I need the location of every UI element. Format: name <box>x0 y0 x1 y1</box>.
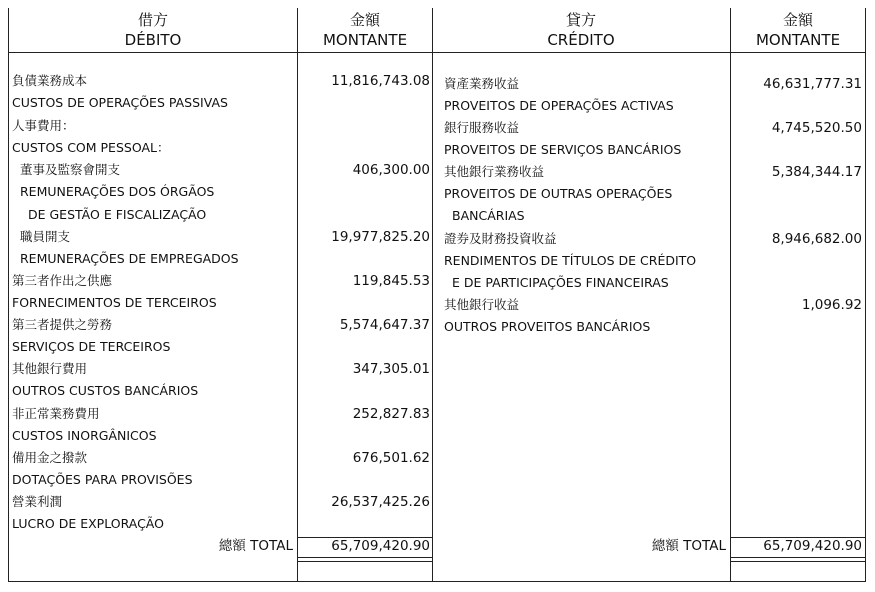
credit-row-label: 其他銀行收益 <box>444 297 520 312</box>
right-border <box>865 8 866 582</box>
debit-row-label: 職員開支 <box>20 229 71 244</box>
debit-row-label: 董事及監察會開支 <box>20 162 121 177</box>
debit-row-label: CUSTOS DE OPERAÇÕES PASSIVAS <box>12 95 228 110</box>
debit-row-label: DOTAÇÕES PARA PROVISÕES <box>12 472 193 487</box>
debit-row-label: 負債業務成本 <box>12 73 88 88</box>
credit-row-amount: 5,384,344.17 <box>771 164 862 180</box>
debit-row-label: CUSTOS INORGÂNICOS <box>12 428 157 443</box>
debit-total-amount: 65,709,420.90 <box>331 538 430 554</box>
debit-row-amount: 19,977,825.20 <box>331 229 430 245</box>
debit-amount-header <box>297 10 433 50</box>
credit-header-zh: 貸方 <box>565 11 596 29</box>
credit-row-label: OUTROS PROVEITOS BANCÁRIOS <box>444 319 651 334</box>
credit-row-label: PROVEITOS DE OPERAÇÕES ACTIVAS <box>444 98 674 113</box>
debit-row-label: 第三者作出之供應 <box>12 273 113 288</box>
debit-header-zh: 借方 <box>137 11 168 29</box>
credit-row-label: 資產業務收益 <box>444 76 520 91</box>
debit-total-label: 總額 TOTAL <box>218 538 293 554</box>
debit-row-label: 第三者提供之勞務 <box>12 317 113 332</box>
debit-amount-left-rule <box>297 8 298 582</box>
debit-row-amount: 119,845.53 <box>352 273 430 289</box>
debit-row-amount: 406,300.00 <box>352 162 430 178</box>
debit-row-label: 營業利潤 <box>12 494 63 509</box>
debit-row-label: CUSTOS COM PESSOAL： <box>12 140 170 155</box>
credit-total-label: 總額 TOTAL <box>651 538 726 554</box>
debit-row-label: DE GESTÃO E FISCALIZAÇÃO <box>28 207 207 222</box>
credit-row-label: RENDIMENTOS DE TÍTULOS DE CRÉDITO <box>444 253 697 268</box>
credit-row-amount: 46,631,777.31 <box>763 76 862 92</box>
credit-amount-left-rule <box>730 8 731 582</box>
credit-row-label: 其他銀行業務收益 <box>444 164 545 179</box>
credit-row-label: E DE PARTICIPAÇÕES FINANCEIRAS <box>452 275 669 290</box>
left-border <box>8 8 9 582</box>
debit-row-label: FORNECIMENTOS DE TERCEIROS <box>12 295 217 310</box>
debit-header <box>8 10 298 50</box>
credit-row-label: 銀行服務收益 <box>444 120 520 135</box>
debit-row-label: 人事費用： <box>12 118 75 133</box>
debit-amount-header-pt: MONTANTE <box>322 31 408 49</box>
credit-row-amount: 8,946,682.00 <box>771 231 862 247</box>
debit-row-label: 備用金之撥款 <box>12 450 88 465</box>
credit-amount-header <box>730 10 866 50</box>
debit-row-amount: 252,827.83 <box>352 406 430 422</box>
debit-row-label: REMUNERAÇÕES DOS ÓRGÃOS <box>20 184 215 199</box>
credit-header <box>432 10 730 50</box>
credit-amount-header-zh: 金額 <box>782 11 813 29</box>
credit-row-label: PROVEITOS DE SERVIÇOS BANCÁRIOS <box>444 142 682 157</box>
debit-row-amount: 347,305.01 <box>352 361 430 377</box>
credit-row-amount: 1,096.92 <box>801 297 862 313</box>
debit-row-label: 其他銀行費用 <box>12 361 88 376</box>
bottom-border <box>8 581 866 582</box>
credit-row-label: PROVEITOS DE OUTRAS OPERAÇÕES <box>444 186 673 201</box>
debit-amount-header-zh: 金額 <box>349 11 380 29</box>
debit-row-label: SERVIÇOS DE TERCEIROS <box>12 339 171 354</box>
credit-row-label: 證券及財務投資收益 <box>444 231 557 246</box>
credit-total-amount: 65,709,420.90 <box>763 538 862 554</box>
credit-amount-header-pt: MONTANTE <box>755 31 841 49</box>
credit-header-pt: CRÉDITO <box>547 31 615 49</box>
debit-row-label: REMUNERAÇÕES DE EMPREGADOS <box>20 251 239 266</box>
debit-row-amount: 5,574,647.37 <box>339 317 430 333</box>
debit-row-label: LUCRO DE EXPLORAÇÃO <box>12 516 164 531</box>
debit-row-amount: 676,501.62 <box>352 450 430 466</box>
credit-row-amount: 4,745,520.50 <box>771 120 862 136</box>
debit-amount-right-rule <box>432 8 433 582</box>
credit-row-label: BANCÁRIAS <box>452 208 525 223</box>
debit-row-label: OUTROS CUSTOS BANCÁRIOS <box>12 383 199 398</box>
debit-row-label: 非正常業務費用 <box>12 406 100 421</box>
debit-total-double-rule <box>297 557 433 562</box>
header-rule <box>8 52 866 53</box>
credit-total-double-rule <box>730 557 866 562</box>
debit-header-pt: DÉBITO <box>124 31 182 49</box>
debit-row-amount: 26,537,425.26 <box>331 494 430 510</box>
debit-row-amount: 11,816,743.08 <box>331 73 430 89</box>
